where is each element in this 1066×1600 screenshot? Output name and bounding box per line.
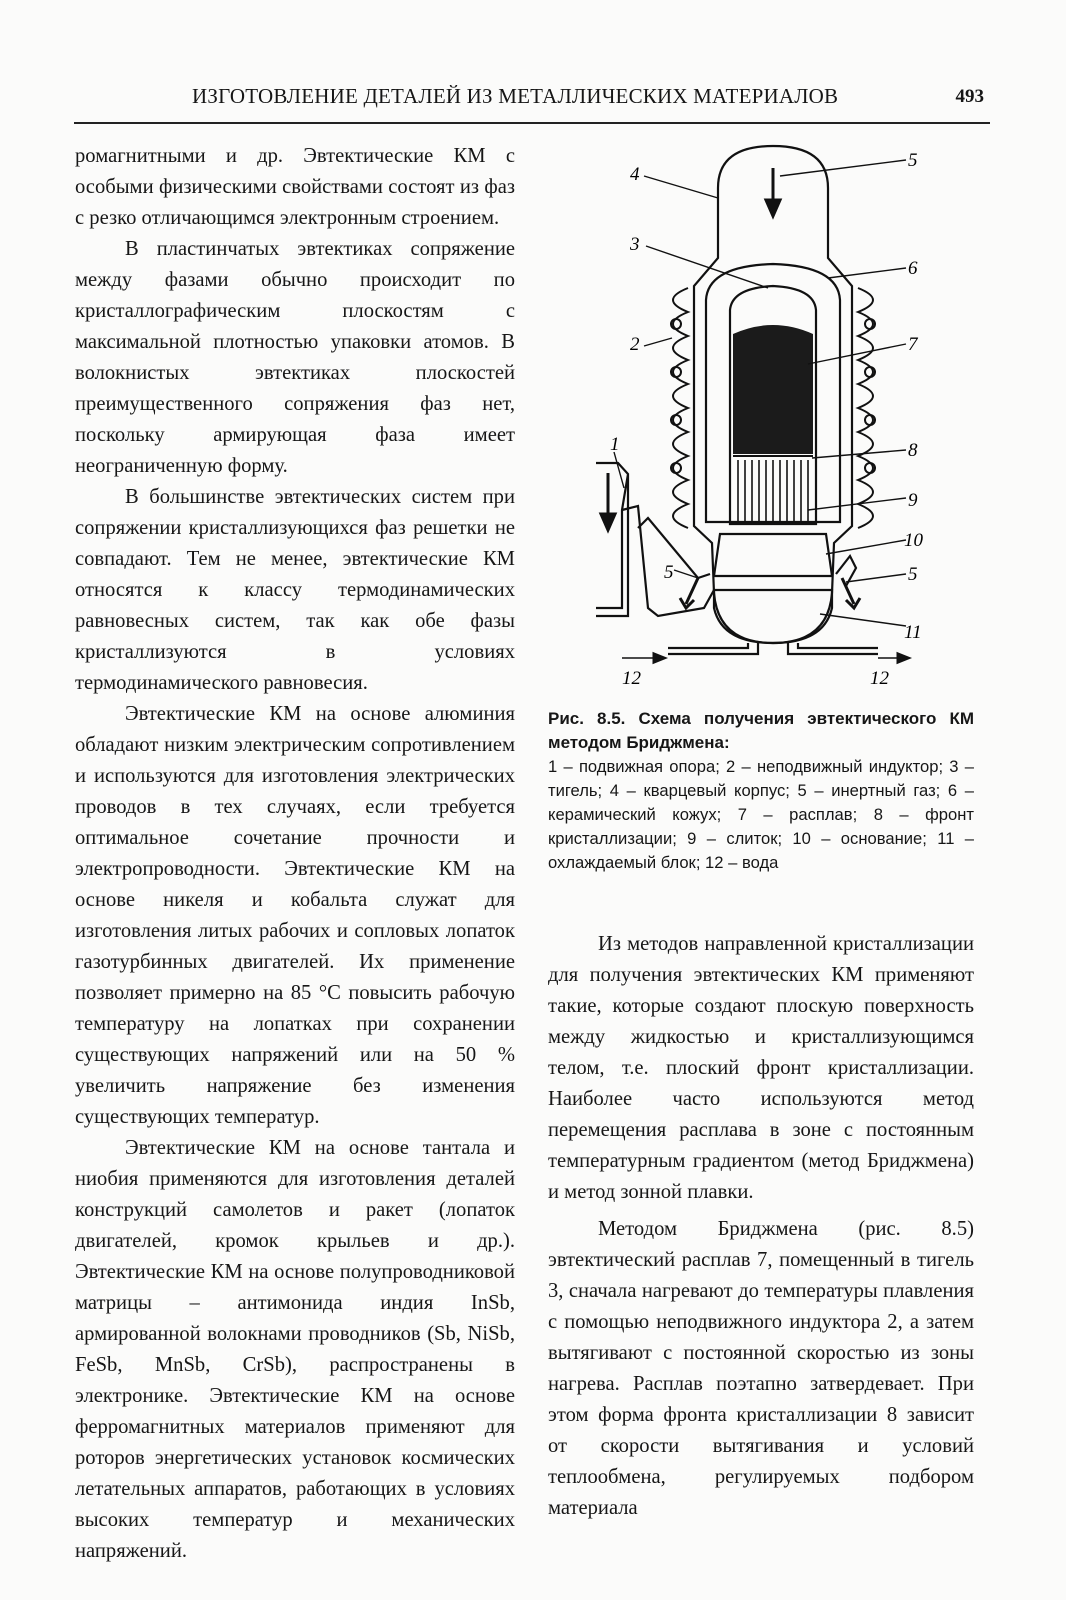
gas-inlet-arrowhead [766, 200, 780, 216]
leader-2 [644, 338, 672, 346]
leader-7 [808, 344, 906, 364]
label-10: 10 [904, 530, 923, 551]
gas-channel-left [638, 518, 710, 578]
label-2: 2 [630, 334, 640, 355]
leader-5-top [780, 160, 906, 176]
running-title: ИЗГОТОВЛЕНИЕ ДЕТАЛЕЙ ИЗ МЕТАЛЛИЧЕСКИХ МАТЕРИАЛОВ [192, 84, 839, 108]
paragraph: ромагнитными и др. Эвтектические КМ с особыми физическими свойствами состоят из фаз с резко отличающимся электронным строением. [75, 145, 515, 229]
water-pipe-right [788, 643, 878, 654]
label-1: 1 [610, 434, 620, 455]
label-7: 7 [908, 334, 918, 355]
paragraph: В пластинчатых эвтектиках сопряжение между фазами обычно происходит по кристаллографическим плоскостям с максимальной плотностью упаковки атомов. В волокнистых эвтектиках плоскостей преимущественного сопряжения фаз нет, поскольку армирующая фаза имеет неограниченную форму. [75, 238, 515, 477]
paragraph: Методом Бриджмена (рис. 8.5) эвтектический расплав 7, помещенный в тигель 3, сначала нагревают до температуры плавления с помощью неподвижного индуктора 2, а затем вытягивают с постоянной скоростью из зоны нагрева. Расплав поэтапно затвердевает. При этом форма фронта кристаллизации 8 зависит от скорости вытягивания и условий теплообмена, регулируемых подбором материала [548, 1218, 974, 1519]
leader-11 [820, 614, 906, 626]
label-5-right: 5 [908, 564, 918, 585]
water-in-arrowhead [654, 654, 664, 662]
cooled-block-outline [714, 590, 832, 643]
water-out-arrowhead [898, 654, 908, 662]
figure-caption [548, 707, 974, 875]
paragraph: В большинстве эвтектических систем при сопряжении кристаллизующихся фаз решетки не совпадают. Тем не менее, эвтектические КМ относятся к классу термодинамических равновесных систем, так как обе фазы кристаллизуются в условиях термодинамического равновесия. [75, 486, 515, 694]
label-4: 4 [630, 164, 640, 185]
gas-outlet-arrow-right [842, 578, 860, 608]
paragraph: Из методов направленной кристаллизации для получения эвтектических КМ применяют такие, которые создают плоскую поверхность между жидкостью и кристаллизующимся телом, т.е. плоский фронт кристаллизации. Наиболее часто используются метод перемещения расплава в зоне с постоянным температурным градиентом (метод Бриджмена) и метод зонной плавки. [548, 933, 974, 1203]
leader-5-right [846, 574, 906, 582]
label-9: 9 [908, 490, 918, 511]
support-motion-arrowhead [601, 514, 615, 530]
melt [733, 334, 813, 454]
paragraph: Эвтектические КМ на основе алюминия обладают низким электрическим сопротивлением и используются для изготовления электрических проводов в тех случаях, если требуется оптимальное сочетание прочности и электропроводности. Эвтектические КМ на основе никеля и кобальта служат для изготовления литых рабочих и сопловых лопаток газотурбинных двигателей. Их применение позволяет примерно на 85 °С повысить рабочую температуру на лопатках при сохранении существующих напряжений или на 50 % увеличить напряжение без изменения существующих температур. [75, 703, 515, 1128]
bridgman-apparatus-figure [588, 138, 948, 694]
leader-9 [808, 498, 906, 510]
label-5-top: 5 [908, 150, 918, 171]
left-text-column [75, 141, 515, 1567]
running-header [74, 78, 990, 124]
water-pipe-left [668, 643, 758, 654]
caption-body: 1 – подвижная опора; 2 – неподвижный индуктор; 3 – тигель; 4 – кварцевый корпус; 5 – инертный газ; 6 – керамический кожух; 7 – расплав; 8 – фронт кристаллизации; 9 – слиток; 10 – основание; 11 – охлаждаемый блок; 12 – вода [548, 757, 974, 872]
label-11: 11 [904, 622, 922, 643]
melt-meniscus [733, 325, 813, 334]
leader-1 [614, 452, 624, 488]
paragraph: Эвтектические КМ на основе тантала и ниобия применяются для изготовления деталей конструкций самолетов и ракет (лопаток двигателей, кромок крыльев и др.). Эвтектические КМ на основе полупроводниковой матрицы – антимонида индия InSb, армированной волокнами проводников (Sb, NiSb, FeSb, MnSb, CrSb), распространены в электронике. Эвтектические КМ на основе ферромагнитных материалов применяют для роторов энергетических установок космических летательных аппаратов, работающих в условиях высоких температур и механических напряжений. [75, 1137, 515, 1562]
leader-10 [826, 540, 906, 554]
base-outline [714, 534, 832, 576]
label-12-right: 12 [870, 668, 889, 689]
leader-4 [644, 176, 718, 198]
bridgman-apparatus-diagram [588, 138, 948, 694]
page-number: 493 [955, 86, 984, 107]
right-text-column [548, 929, 974, 1524]
caption-title: Рис. 8.5. Схема получения эвтектического КМ методом Бриджмена: [548, 709, 974, 752]
label-12-left: 12 [622, 668, 641, 689]
gas-outlet-arrow-left [680, 578, 698, 608]
label-6: 6 [908, 258, 918, 279]
label-3: 3 [630, 234, 640, 255]
label-5-left: 5 [664, 562, 674, 583]
support-arm [622, 506, 714, 616]
label-8: 8 [908, 440, 918, 461]
